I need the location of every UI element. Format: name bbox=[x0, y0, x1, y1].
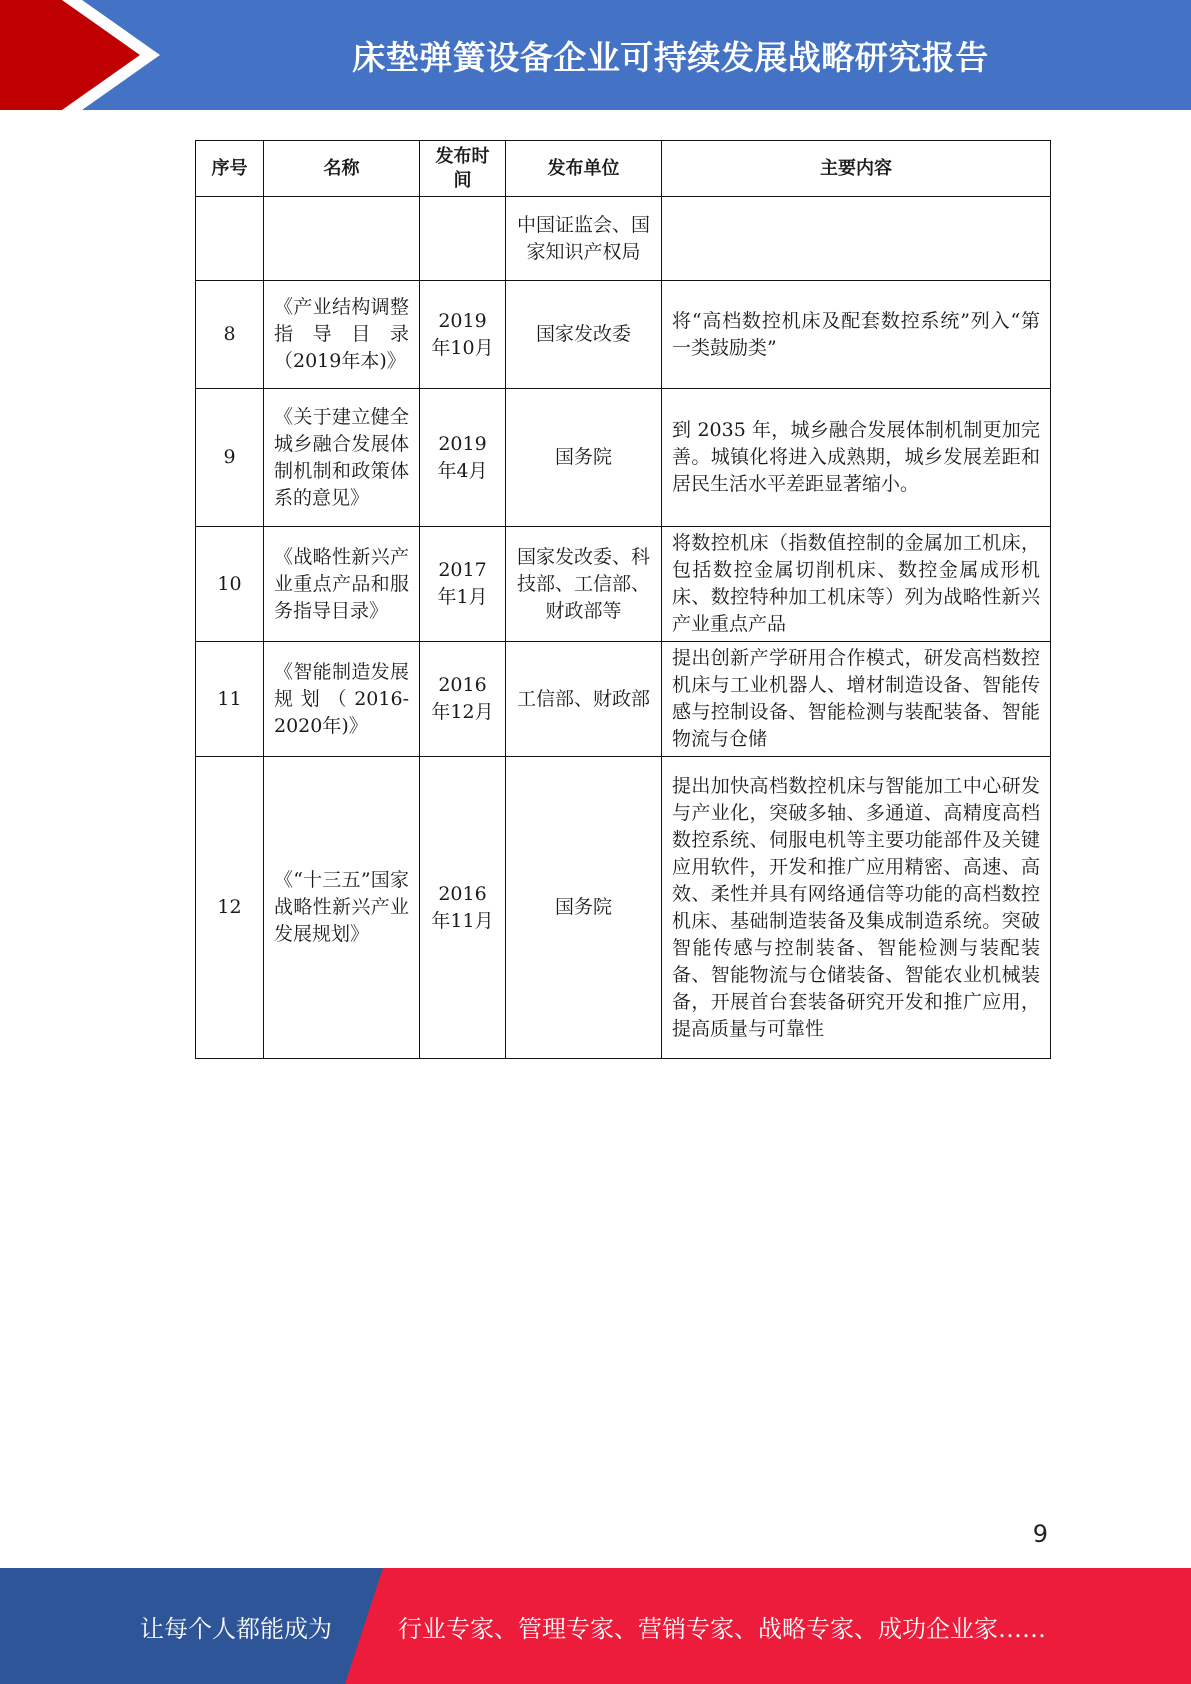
table-row bbox=[196, 642, 1051, 757]
table-header-row bbox=[196, 141, 1051, 197]
table-row bbox=[196, 757, 1051, 1059]
row-content: 将“高档数控机床及配套数控系统”列入“第一类鼓励类” bbox=[662, 281, 1051, 389]
row-name bbox=[264, 197, 420, 281]
row-name: 《产业结构调整指导目录（2019年本)》 bbox=[264, 281, 420, 389]
row-time: 2017年1月 bbox=[420, 527, 506, 642]
header-time: 发布时间 bbox=[420, 141, 506, 197]
row-name: 《智能制造发展规划（2016-2020年)》 bbox=[264, 642, 420, 757]
row-no: 11 bbox=[196, 642, 264, 757]
policy-table bbox=[195, 140, 1051, 1059]
header-name: 名称 bbox=[264, 141, 420, 197]
row-time bbox=[420, 197, 506, 281]
row-unit: 工信部、财政部 bbox=[506, 642, 662, 757]
row-content: 将数控机床（指数值控制的金属加工机床，包括数控金属切削机床、数控金属成形机床、数控特种加工机床等）列为战略性新兴产业重点产品 bbox=[662, 527, 1051, 642]
table-row bbox=[196, 197, 1051, 281]
row-unit: 国家发改委、科技部、工信部、财政部等 bbox=[506, 527, 662, 642]
row-name: 《关于建立健全城乡融合发展体制机制和政策体系的意见》 bbox=[264, 389, 420, 527]
row-unit: 中国证监会、国家知识产权局 bbox=[506, 197, 662, 281]
row-no: 9 bbox=[196, 389, 264, 527]
row-content: 提出加快高档数控机床与智能加工中心研发与产业化，突破多轴、多通道、高精度高档数控系统、伺服电机等主要功能部件及关键应用软件，开发和推广应用精密、高速、高效、柔性并具有网络通信等功能的高档数控机床、基础制造装备及集成制造系统。突破智能传感与控制装备、智能检测与装配装备、智能物流与仓储装备、智能农业机械装备，开展首台套装备研究开发和推广应用，提高质量与可靠性 bbox=[662, 757, 1051, 1059]
header-banner bbox=[0, 0, 1191, 110]
row-time: 2016年11月 bbox=[420, 757, 506, 1059]
page-number: 9 bbox=[1032, 1520, 1048, 1548]
table-row bbox=[196, 527, 1051, 642]
row-content: 提出创新产学研用合作模式，研发高档数控机床与工业机器人、增材制造设备、智能传感与控制设备、智能检测与装配装备、智能物流与仓储 bbox=[662, 642, 1051, 757]
row-unit: 国务院 bbox=[506, 389, 662, 527]
footer-banner bbox=[0, 1568, 1191, 1684]
row-time: 2019年10月 bbox=[420, 281, 506, 389]
footer-slogan-left: 让每个人都能成为 bbox=[140, 1614, 332, 1643]
row-unit: 国家发改委 bbox=[506, 281, 662, 389]
header-unit: 发布单位 bbox=[506, 141, 662, 197]
row-name: 《战略性新兴产业重点产品和服务指导目录》 bbox=[264, 527, 420, 642]
row-time: 2016年12月 bbox=[420, 642, 506, 757]
row-no: 12 bbox=[196, 757, 264, 1059]
row-time: 2019年4月 bbox=[420, 389, 506, 527]
header-no: 序号 bbox=[196, 141, 264, 197]
row-no: 8 bbox=[196, 281, 264, 389]
table-row bbox=[196, 281, 1051, 389]
row-no bbox=[196, 197, 264, 281]
row-content bbox=[662, 197, 1051, 281]
row-name: 《“十三五”国家战略性新兴产业发展规划》 bbox=[264, 757, 420, 1059]
header-content: 主要内容 bbox=[662, 141, 1051, 197]
row-unit: 国务院 bbox=[506, 757, 662, 1059]
report-title: 床垫弹簧设备企业可持续发展战略研究报告 bbox=[352, 37, 989, 77]
footer-slogan-right: 行业专家、管理专家、营销专家、战略专家、成功企业家…… bbox=[398, 1614, 1046, 1643]
table-row bbox=[196, 389, 1051, 527]
row-no: 10 bbox=[196, 527, 264, 642]
row-content: 到 2035 年，城乡融合发展体制机制更加完善。城镇化将进入成熟期，城乡发展差距和居民生活水平差距显著缩小。 bbox=[662, 389, 1051, 527]
